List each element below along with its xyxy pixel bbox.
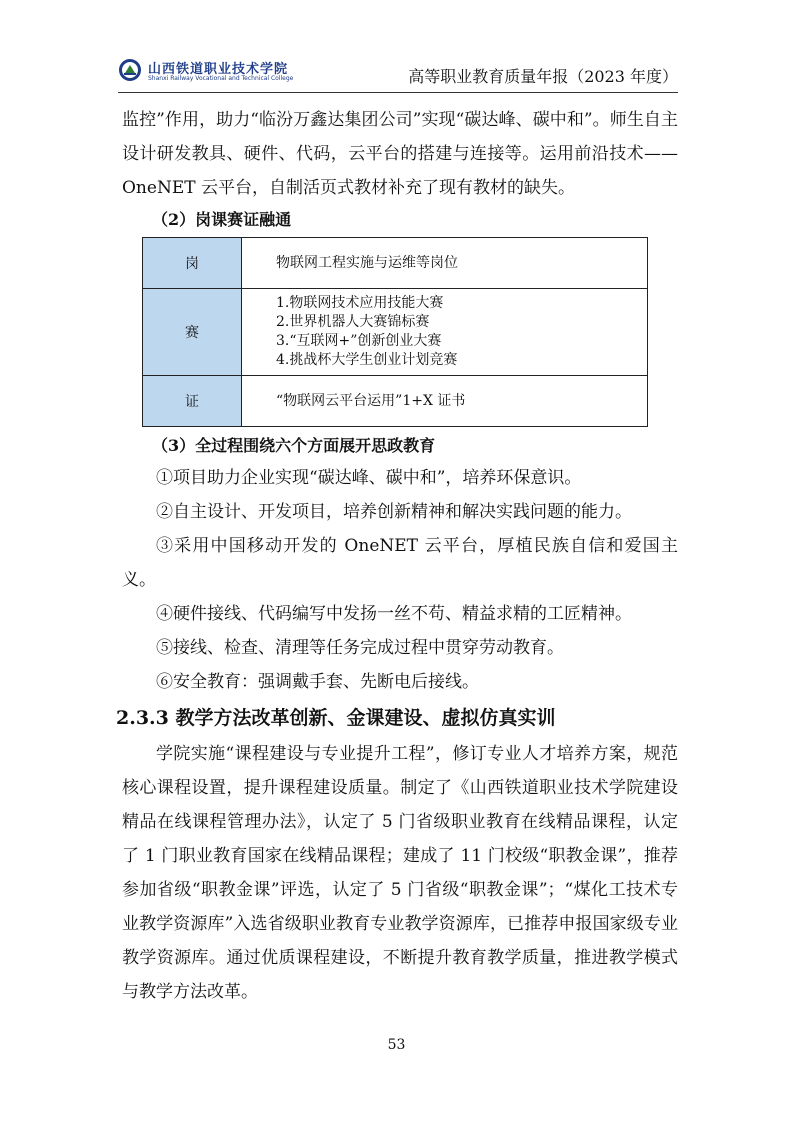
table-key-cell: 证 xyxy=(143,376,242,427)
table-row xyxy=(143,289,648,376)
table-row xyxy=(143,376,648,427)
list-item: ②自主设计、开发项目，培养创新精神和解决实践问题的能力。 xyxy=(156,502,632,522)
logo-chinese-name: 山西铁道职业技术学院 xyxy=(148,62,289,77)
table-line: 3.“互联网+”创新创业大赛 xyxy=(276,333,442,349)
report-title: 高等职业教育质量年报（2023 年度） xyxy=(408,67,678,86)
college-emblem-icon xyxy=(118,58,142,82)
page-header xyxy=(118,54,678,94)
list-item: ③采用中国移动开发的 OneNET 云平台，厚植民族自信和爱国主义。 xyxy=(122,536,678,590)
logo-english-name: Shanxi Railway Vocational and Technical College xyxy=(148,75,294,82)
table-line: 1.物联网技术应用技能大赛 xyxy=(276,295,444,311)
intro-paragraph: 监控”作用，助力“临汾万鑫达集团公司”实现“碳达峰、碳中和”。师生自主设计研发教具、硬件、代码，云平台的搭建与连接等。运用前沿技术——OneNET 云平台，自制活页式教材补充了现有教材的缺失。 xyxy=(122,110,678,198)
list-item: ⑥安全教育：强调戴手套、先断电后接线。 xyxy=(156,672,479,692)
table-value-cell xyxy=(242,238,648,289)
header-divider xyxy=(118,92,678,93)
list-item: ④硬件接线、代码编写中发扬一丝不苟、精益求精的工匠精神。 xyxy=(156,604,632,624)
page-body xyxy=(116,103,678,1009)
table-key-cell: 岗 xyxy=(143,238,242,289)
list-item: ⑤接线、检查、清理等任务完成过程中贯穿劳动教育。 xyxy=(156,638,564,658)
table-line: 物联网工程实施与运维等岗位 xyxy=(276,254,458,271)
section3-heading: （3）全过程围绕六个方面展开思政教育 xyxy=(152,436,436,455)
table-value-cell xyxy=(242,376,648,427)
table-line: “物联网云平台运用”1+X 证书 xyxy=(276,392,466,409)
table-value-cell xyxy=(242,289,648,376)
table-line: 4.挑战杯大学生创业计划竞赛 xyxy=(276,352,458,368)
table-key-cell: 赛 xyxy=(143,289,242,376)
section2-heading: （2）岗课赛证融通 xyxy=(152,210,292,229)
page-number: 53 xyxy=(387,1037,406,1053)
post-course-competition-certificate-table xyxy=(142,237,648,427)
table-line: 2.世界机器人大赛锦标赛 xyxy=(276,314,430,330)
list-item: ①项目助力企业实现“碳达峰、碳中和”，培养环保意识。 xyxy=(156,468,582,488)
body-paragraph: 学院实施“课程建设与专业提升工程”，修订专业人才培养方案，规范核心课程设置，提升课程建设质量。制定了《山西铁道职业技术学院建设精品在线课程管理办法》，认定了 5 门省级职业教育在线精品课程，认定了 1 门职业教育国家在线精品课程；建成了 11 门校级“职教金课”，推荐参加省级“职教金课”评选，认定了 5 门省级“职教金课”；“煤化工技术专业教学资源库”入选省级职业教育专业教学资源库，已推荐申报国家级专业教学资源库。通过优质课程建设，不断提升教育教学质量，推进教学模式与教学方法改革。 xyxy=(122,744,678,1002)
subsection-heading: 2.3.3 教学方法改革创新、金课建设、虚拟仿真实训 xyxy=(116,707,556,729)
college-logo xyxy=(118,58,318,86)
table-row xyxy=(143,238,648,289)
